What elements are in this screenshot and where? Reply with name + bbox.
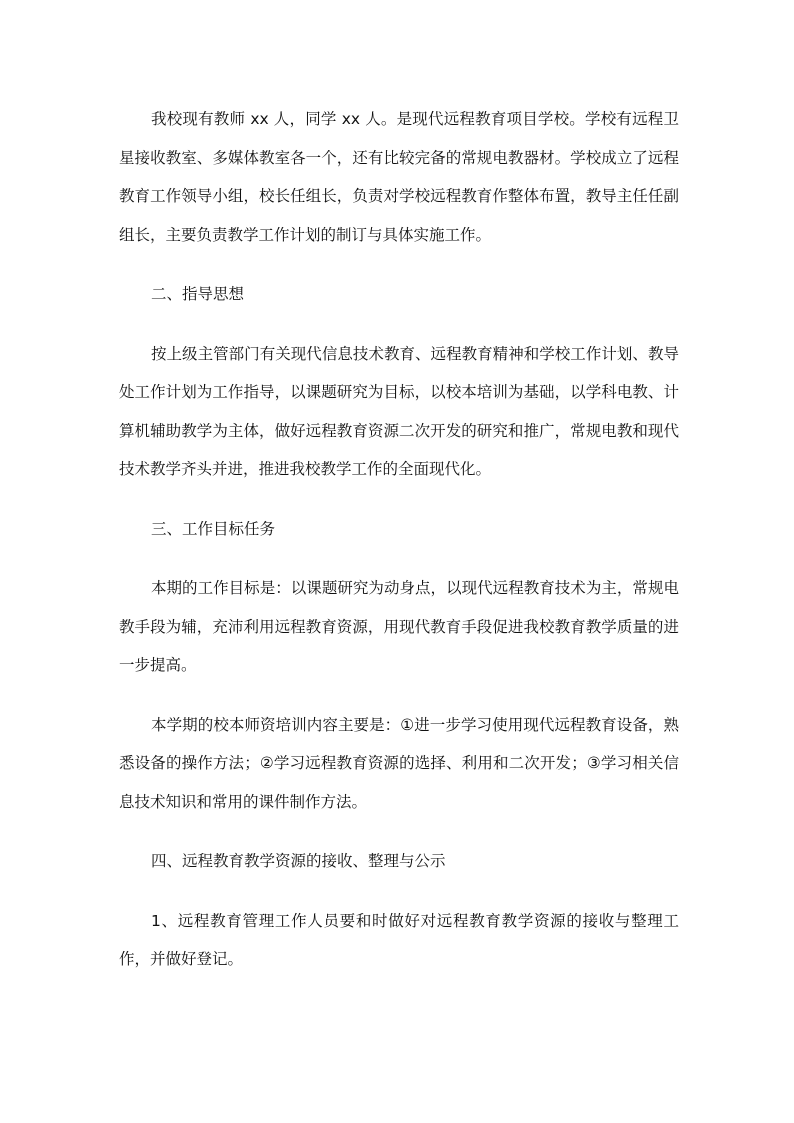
paragraph-resource-receiving: 1、远程教育管理工作人员要和时做好对远程教育教学资源的接收与整理工作，并做好登记。 — [119, 911, 679, 968]
paragraph-school-overview: 我校现有教师 xx 人，同学 xx 人。是现代远程教育项目学校。学校有远程卫星接收教室、多媒体教室各一个，还有比较完备的常规电教器材。学校成立了远程教育工作领导小组，校长任组长，负责对学校远程教育作整体布置，教导主任任副组长，主要负责教学工作计划的制订与具体实施工作。 — [119, 110, 679, 244]
paragraph-gap — [119, 548, 679, 569]
paragraph-gap — [119, 685, 679, 706]
paragraph-gap — [119, 314, 679, 335]
section-heading-work-goals: 三、工作目标任务 — [151, 519, 276, 538]
paragraph-guiding-ideology: 按上级主管部门有关现代信息技术教育、远程教育精神和学校工作计划、教导处工作计划为工作指导，以课题研究为目标，以校本培训为基础，以学科电教、计算机辅助教学为主体，做好远程教育资源二次开发的研究和推广，常规电教和现代技术教学齐头并进，推进我校教学工作的全面现代化。 — [119, 344, 679, 478]
document-body — [119, 100, 679, 979]
section-heading-resource-management: 四、远程教育教学资源的接收、整理与公示 — [151, 852, 446, 870]
paragraph-teacher-training: 本学期的校本师资培训内容主要是：①进一步学习使用现代远程教育设备，熟悉设备的操作方法；②学习远程教育资源的选择、利用和二次开发；③学习相关信息技术知识和常用的课件制作方法。 — [119, 715, 679, 811]
paragraph-gap — [119, 821, 679, 842]
paragraph-gap — [119, 489, 679, 510]
paragraph-gap — [119, 881, 679, 902]
paragraph-gap — [119, 254, 679, 275]
section-heading-guiding-ideology: 二、指导思想 — [151, 285, 245, 303]
paragraph-work-goals: 本期的工作目标是：以课题研究为动身点，以现代远程教育技术为主，常规电教手段为辅，充沛利用远程教育资源，用现代教育手段促进我校教育教学质量的进一步提高。 — [119, 579, 679, 674]
